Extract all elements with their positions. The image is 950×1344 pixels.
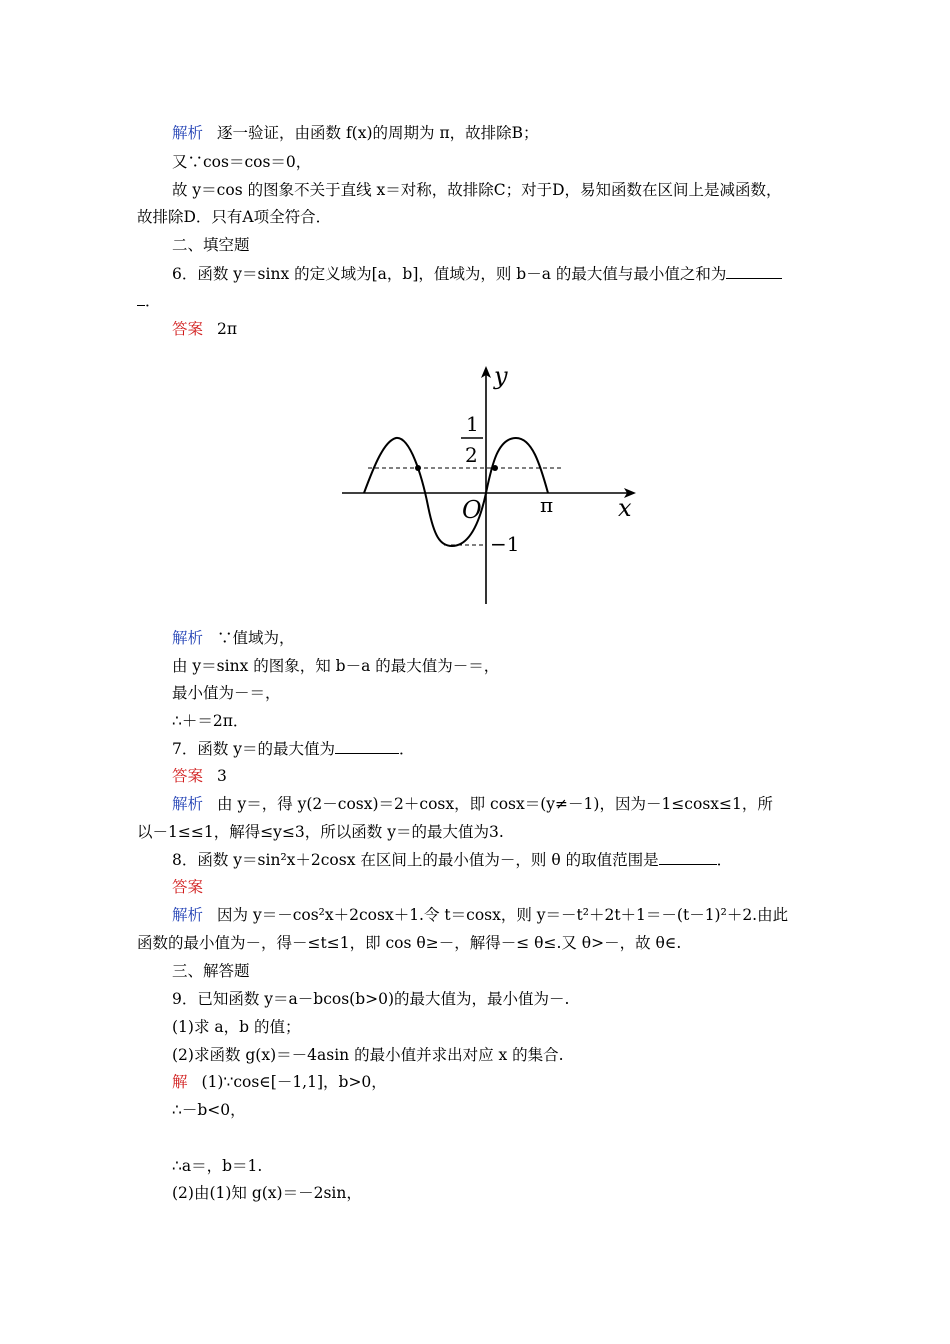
sine-curve [364, 438, 548, 546]
text-line: (1)求 a，b 的值； [172, 1018, 301, 1036]
text-line [137, 291, 161, 311]
y-axis-label: y [494, 362, 508, 390]
text-line: 最小值为－＝， [172, 684, 281, 702]
sine-graph [328, 346, 658, 618]
intersection-point [415, 465, 421, 471]
answer-text: 3 [217, 767, 227, 785]
question-text-tail: ． [399, 740, 415, 758]
text-line: ∴－b<0， [172, 1101, 246, 1119]
text-line: 又∵cos＝cos＝0， [172, 153, 312, 171]
answer-label: 答案 [172, 767, 204, 785]
solution-text: 逐一验证，由函数 f(x)的周期为 π，故排除B； [217, 124, 539, 142]
answer-text: 2π [217, 320, 238, 338]
question-6 [172, 264, 782, 284]
answer-label: 答案 [172, 878, 204, 896]
answer-blank [726, 264, 782, 279]
solution-line [172, 123, 539, 143]
half-denominator: 2 [465, 443, 478, 467]
solution-text: 由 y＝，得 y(2－cosx)＝2＋cosx，即 cosx＝(y≠－1)，因为－1≤cosx≤1，所 [217, 795, 773, 813]
solution-line [172, 794, 773, 814]
answer-blank [659, 850, 717, 865]
solution-label: 解 [172, 1073, 188, 1091]
answer-label: 答案 [172, 320, 204, 338]
answer-blank [137, 291, 145, 306]
solution-label: 解析 [172, 124, 204, 142]
question-8 [172, 850, 732, 870]
solution-line [172, 628, 295, 648]
section-heading: 二、填空题 [172, 236, 250, 254]
solution-text: 因为 y＝－cos²x＋2cosx＋1.令 t＝cosx，则 y＝－t²＋2t＋1＝－(t－1)²＋2.由此 [217, 906, 789, 924]
section-heading: 三、解答题 [172, 962, 250, 980]
x-axis-label: x [618, 494, 632, 522]
text-line: 故 y＝cos 的图象不关于直线 x＝对称，故排除C；对于D，易知函数在区间上是减函数， [172, 181, 782, 199]
question-text: 6．函数 y＝sinx 的定义域为[a，b]，值域为，则 b－a 的最大值与最小值之和为 [172, 265, 727, 283]
origin-label: O [462, 496, 482, 524]
solution-text: ∵值域为， [217, 629, 295, 647]
question-text-tail: ． [145, 292, 161, 310]
text-line: 函数的最小值为－，得－≤t≤1，即 cos θ≥－，解得－≤ θ≤.又 θ>－，故 θ∈. [137, 934, 682, 952]
solution-line [172, 1072, 387, 1092]
question-text: 7．函数 y＝的最大值为 [172, 740, 336, 758]
solution-label: 解析 [172, 629, 204, 647]
text-line: 故排除D．只有A项全符合． [137, 208, 332, 226]
text-line: 以－1≤≤1，解得≤y≤3，所以函数 y＝的最大值为3. [137, 823, 504, 841]
answer-blank [335, 739, 399, 754]
question-text: 8．函数 y＝sin²x＋2cosx 在区间上的最小值为－，则 θ 的取值范围是 [172, 851, 659, 869]
answer-line [172, 766, 227, 786]
answer-line [172, 877, 203, 897]
half-numerator: 1 [466, 412, 479, 436]
pi-label: π [540, 493, 554, 517]
text-line: (2)求函数 g(x)＝－4asin 的最小值并求出对应 x 的集合. [172, 1046, 564, 1064]
answer-line [172, 319, 237, 339]
question-text-tail: ． [716, 851, 733, 869]
text-line: ∴a＝，b＝1. [172, 1157, 263, 1175]
question-7 [172, 739, 415, 759]
text-line: 由 y＝sinx 的图象，知 b－a 的最大值为－＝， [172, 657, 500, 675]
solution-label: 解析 [172, 906, 204, 924]
minus-one-label: −1 [490, 532, 520, 556]
sine-graph-figure [328, 346, 658, 618]
intersection-point [492, 465, 498, 471]
solution-text: (1)∵cos∈[－1,1]，b>0， [201, 1073, 387, 1091]
text-line: ∴＋＝2π． [172, 712, 249, 730]
question-9: 9．已知函数 y＝a－bcos(b>0)的最大值为，最小值为－. [172, 990, 570, 1008]
text-line: (2)由(1)知 g(x)＝－2sin， [172, 1184, 362, 1202]
solution-line [172, 905, 788, 925]
solution-label: 解析 [172, 795, 204, 813]
